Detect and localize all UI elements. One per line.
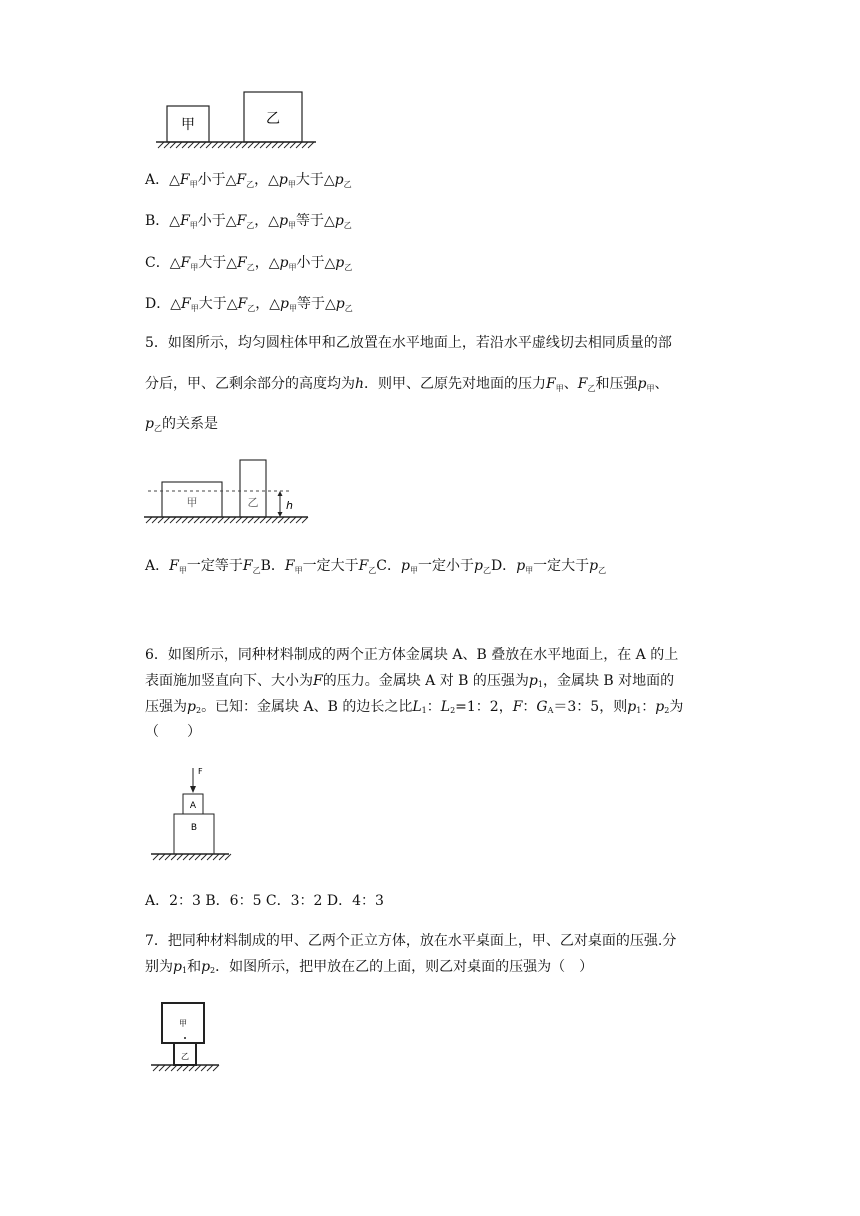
block-a-label: A <box>189 801 197 811</box>
cyl-jia-label: 甲 <box>186 496 198 509</box>
block-b <box>174 814 214 854</box>
q7-stem-line2: 别为$p_1$和$p_2$．如图所示，把甲放在乙的上面，则乙对桌面的压强为（ ） <box>145 959 594 975</box>
q5-option-a[interactable]: A．$F_甲$一定等于$F_乙$ <box>145 558 261 575</box>
q5-option-b[interactable]: B．$F_甲$一定大于$F_乙$ <box>260 558 377 575</box>
force-label: F <box>198 767 203 776</box>
q5-option-c[interactable]: C．$p_甲$一定小于$p_乙$ <box>376 558 491 575</box>
q5-figure <box>140 455 315 525</box>
q6-stem-line3: 压强为$p_2$。已知：金属块 A、B 的边长之比$L_1$：$L_2=1$：2，F：$G_A=3$：5，则$p_1$：$p_2$为 <box>145 699 684 715</box>
q5-stem-line3: $p_乙$的关系是 <box>145 416 218 433</box>
box-jia-label: 甲 <box>181 117 195 133</box>
q6-stem-line1: 6．如图所示，同种材料制成的两个正方体金属块 A、B 叠放在水平地面上，在 A 的上 <box>145 647 679 663</box>
q4-figure <box>140 85 330 155</box>
q6-stem-line2: 表面施加竖直向下、大小为F的压力。金属块 A 对 B 的压强为$p_1$，金属块 B 对地面的 <box>145 673 675 689</box>
block-b-label: B <box>190 823 198 833</box>
box-yi-label: 乙 <box>266 111 280 127</box>
q7-figure <box>145 997 225 1079</box>
q4-option-c[interactable]: C．$\triangle F_甲$大于$\triangle F_乙$，$\triangle p_甲$小于$\triangle p_乙$ <box>145 255 353 272</box>
q4-option-b[interactable]: B．$\triangle F_甲$小于$\triangle F_乙$，$\triangle p_甲$等于$\triangle p_乙$ <box>145 213 352 230</box>
q5-stem-line2: 分后，甲、乙剩余部分的高度均为h．则甲、乙原先对地面的压力$F_甲$、$F_乙$和压强$p_甲$、 <box>145 376 669 393</box>
q5-option-d[interactable]: D．$p_甲$一定大于$p_乙$ <box>490 558 607 575</box>
q6-stem-line4: （ ） <box>145 724 201 740</box>
q5-stem-line1: 5．如图所示，均匀圆柱体甲和乙放置在水平地面上，若沿水平虚线切去相同质量的部 <box>145 335 672 351</box>
q7-stem-line1: 7．把同种材料制成的甲、乙两个正立方体，放在水平桌面上，甲、乙对桌面的压强.分 <box>145 933 677 949</box>
h-label: h <box>286 499 293 512</box>
q6-figure <box>145 762 235 867</box>
q4-option-d[interactable]: D．$\triangle F_甲$大于$\triangle F_乙$，$\triangle p_甲$等于$\triangle p_乙$ <box>145 296 353 313</box>
q5-options[interactable] <box>145 556 606 581</box>
cube-yi-label: 乙 <box>181 1052 189 1061</box>
q4-option-a[interactable]: A．$\triangle F_甲$小于$\triangle F_乙$，$\triangle p_甲$大于$\triangle p_乙$ <box>145 172 352 189</box>
cube-jia-label: 甲 <box>179 1019 187 1028</box>
q6-options[interactable]: A．2：3 B．6：5 C．3：2 D．4：3 <box>145 893 384 909</box>
cyl-yi-label: 乙 <box>247 496 259 509</box>
